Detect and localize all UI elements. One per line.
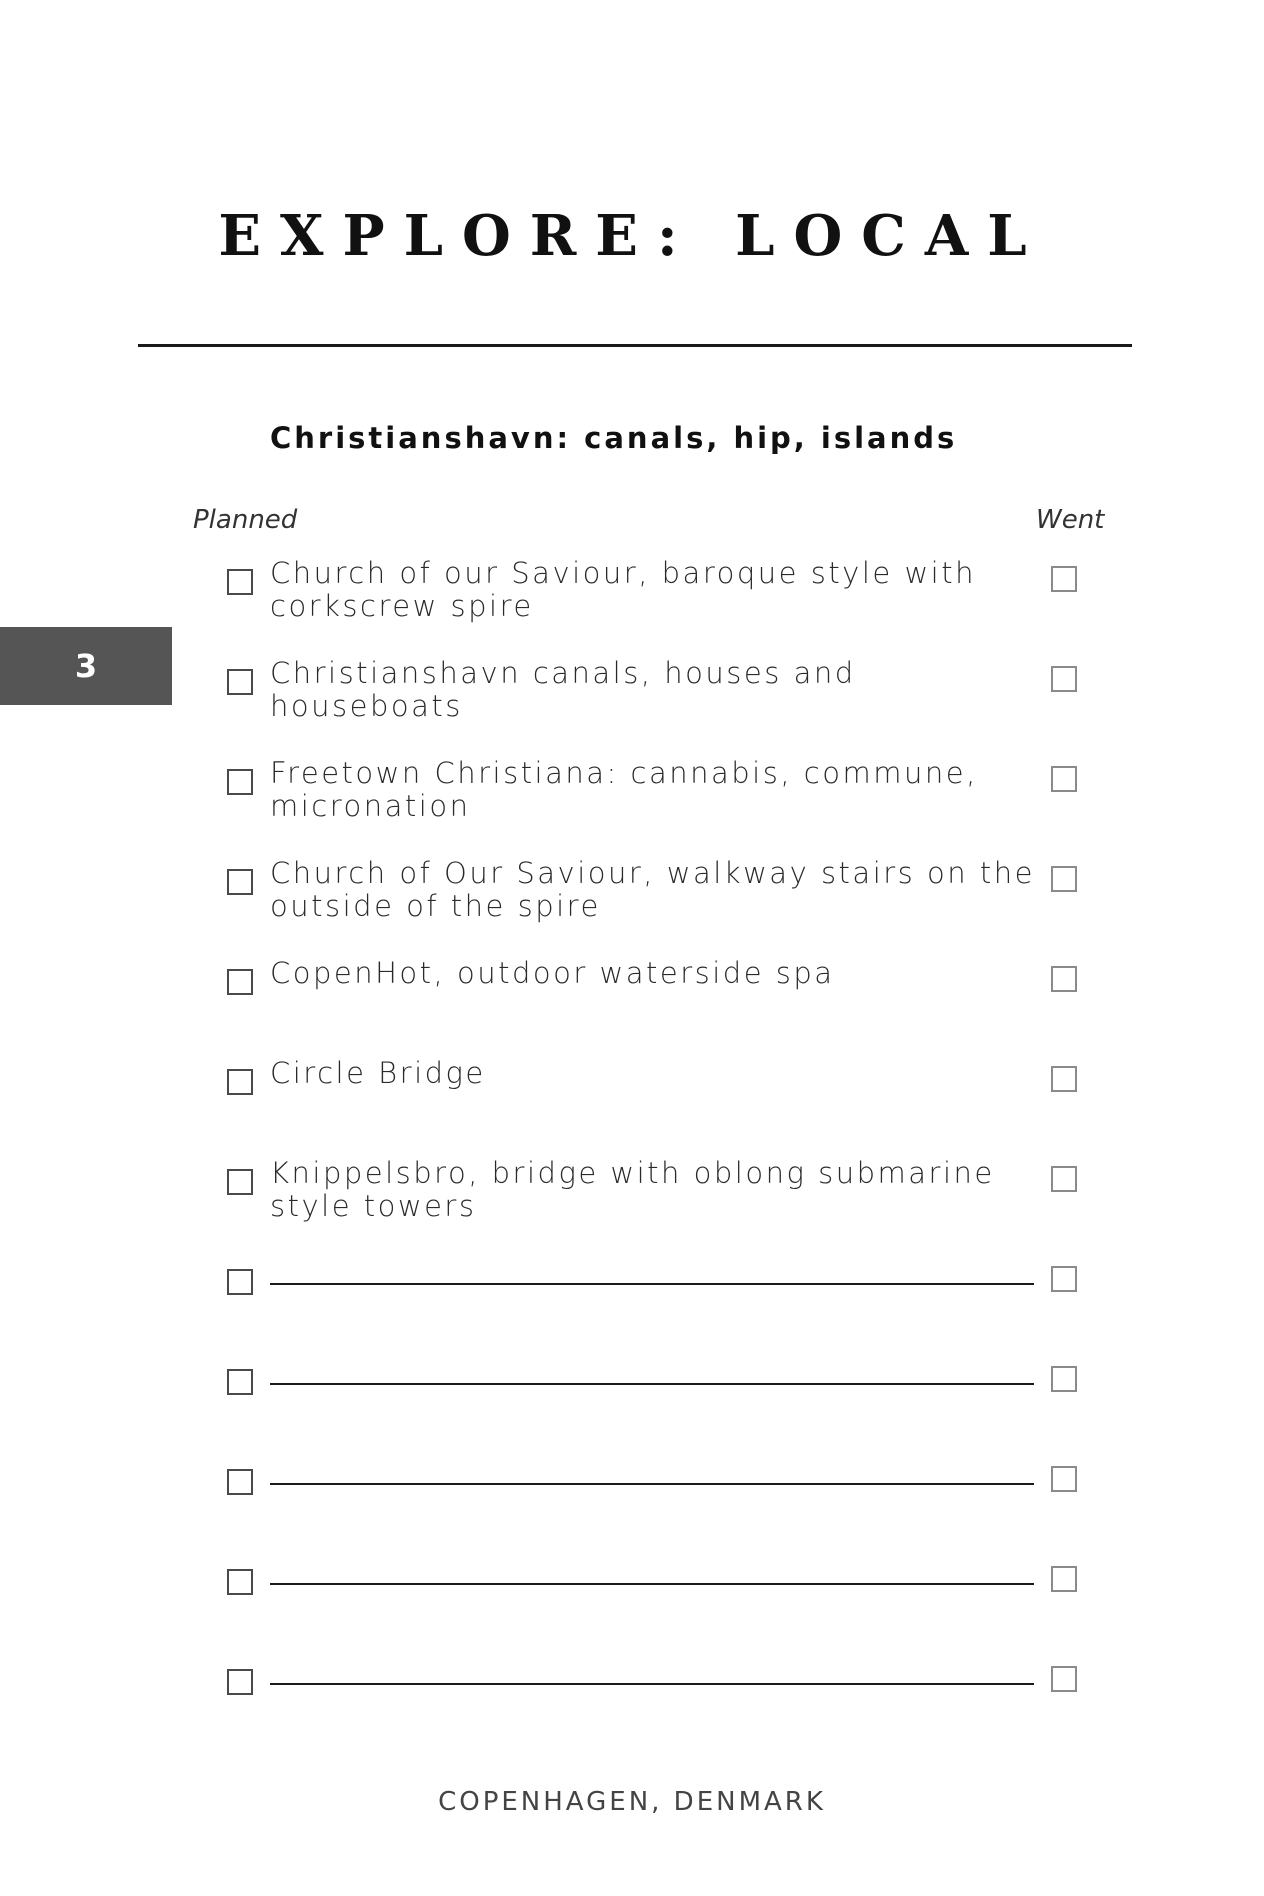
list-item xyxy=(0,1557,1264,1647)
planned-checkbox[interactable] xyxy=(227,1569,253,1595)
went-checkbox[interactable] xyxy=(1051,1066,1077,1092)
went-checkbox[interactable] xyxy=(1051,566,1077,592)
went-checkbox[interactable] xyxy=(1051,1666,1077,1692)
page-number-tab: 3 xyxy=(0,627,172,705)
list-item xyxy=(0,857,1264,947)
item-text: Freetown Christiana: cannabis, commune, micronation xyxy=(270,756,978,823)
item-text: Church of our Saviour, baroque style with corkscrew spire xyxy=(270,556,976,623)
planned-checkbox[interactable] xyxy=(227,1169,253,1195)
list-item xyxy=(0,1257,1264,1347)
list-item xyxy=(0,1657,1264,1747)
planned-checkbox[interactable] xyxy=(227,769,253,795)
blank-entry-line[interactable] xyxy=(270,1683,1034,1685)
blank-entry-line[interactable] xyxy=(270,1283,1034,1285)
went-checkbox[interactable] xyxy=(1051,766,1077,792)
planned-checkbox[interactable] xyxy=(227,869,253,895)
list-item xyxy=(0,1457,1264,1547)
blank-entry-line[interactable] xyxy=(270,1583,1034,1585)
section-heading: Christianshavn: canals, hip, islands xyxy=(270,421,958,455)
blank-entry-line[interactable] xyxy=(270,1383,1034,1385)
page-title: EXPLORE: LOCAL xyxy=(218,203,1046,269)
planned-checkbox[interactable] xyxy=(227,1069,253,1095)
item-text: Knippelsbro, bridge with oblong submarine style towers xyxy=(270,1156,995,1223)
went-checkbox[interactable] xyxy=(1051,1166,1077,1192)
went-column-label: Went xyxy=(1036,505,1105,535)
list-item xyxy=(0,1057,1264,1147)
went-checkbox[interactable] xyxy=(1051,1566,1077,1592)
item-text: CopenHot, outdoor waterside spa xyxy=(270,956,835,990)
list-item xyxy=(0,657,1264,747)
list-item xyxy=(0,757,1264,847)
list-item xyxy=(0,1357,1264,1447)
blank-entry-line[interactable] xyxy=(270,1483,1034,1485)
went-checkbox[interactable] xyxy=(1051,866,1077,892)
list-item xyxy=(0,1157,1264,1247)
planned-checkbox[interactable] xyxy=(227,1669,253,1695)
went-checkbox[interactable] xyxy=(1051,1366,1077,1392)
item-text: Circle Bridge xyxy=(270,1056,486,1090)
went-checkbox[interactable] xyxy=(1051,666,1077,692)
planned-checkbox[interactable] xyxy=(227,569,253,595)
went-checkbox[interactable] xyxy=(1051,1466,1077,1492)
planned-checkbox[interactable] xyxy=(227,1369,253,1395)
planned-column-label: Planned xyxy=(193,505,298,535)
went-checkbox[interactable] xyxy=(1051,966,1077,992)
planned-checkbox[interactable] xyxy=(227,669,253,695)
item-text: Church of Our Saviour, walkway stairs on the outside of the spire xyxy=(270,856,1035,923)
planned-checkbox[interactable] xyxy=(227,969,253,995)
item-text: Christianshavn canals, houses and houseboats xyxy=(270,656,856,723)
list-item xyxy=(0,957,1264,1047)
page-footer: COPENHAGEN, DENMARK xyxy=(438,1787,826,1817)
title-divider xyxy=(138,344,1132,347)
list-item xyxy=(0,557,1264,647)
went-checkbox[interactable] xyxy=(1051,1266,1077,1292)
planned-checkbox[interactable] xyxy=(227,1469,253,1495)
planned-checkbox[interactable] xyxy=(227,1269,253,1295)
